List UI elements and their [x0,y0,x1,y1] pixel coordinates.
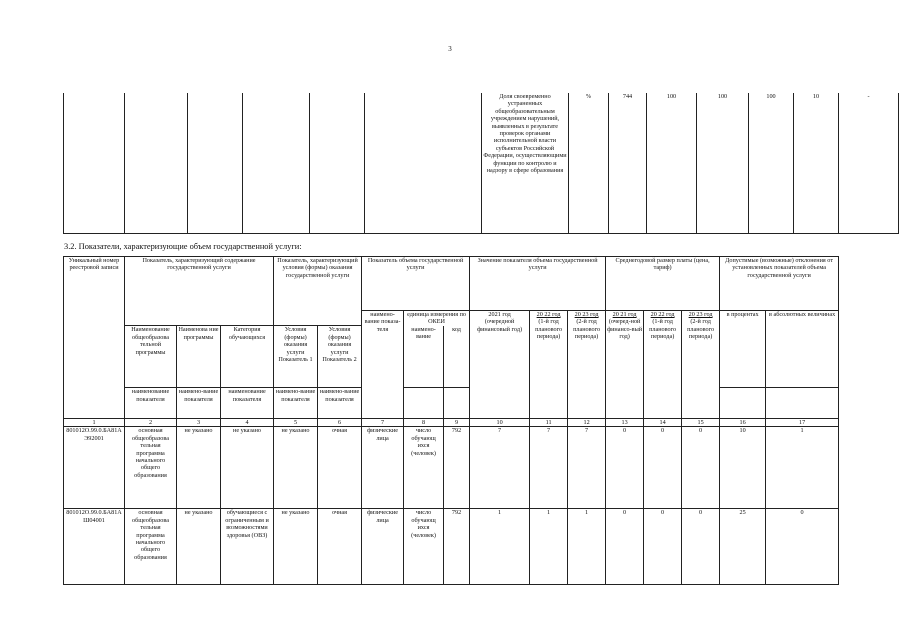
header-volume: Показатель объема государственной услуги [362,257,470,311]
registry-code: 801012О.99.0.БА81АЭ92001 [64,427,125,509]
header-indicator-name-4: наимено-вание показателя [274,388,318,419]
value-2023: 1 [568,509,606,585]
quality-unit: % [569,93,609,233]
fee-2023: 0 [682,509,720,585]
okei-code: 792 [444,509,470,585]
column-number: 3 [177,419,221,427]
header-indicator-name-5: наимено-вание показателя [318,388,362,419]
deviation-percent: 10 [720,427,766,509]
table-row [64,509,839,585]
header-volume-name: наимено-вание показа-теля [362,311,404,419]
header-deviation-percent: в процентах [720,311,766,388]
unit-name: число обучающ ихся (человек) [404,427,444,509]
header-programs: Наименова ние программы [177,326,221,388]
programs-value: не указано [177,427,221,509]
quality-value-2023: 100 [749,93,794,233]
column-number: 16 [720,419,766,427]
header-fee-2021: 20 21 год (очеред-ной финансо-вый год) [606,311,644,388]
header-fee: Среднегодовой размер платы (цена, тариф) [606,257,720,311]
header-indicator-name-1: наименование показателя [125,388,177,419]
condition-1-value: не указано [274,509,318,585]
column-number: 9 [444,419,470,427]
fee-2022: 0 [644,509,682,585]
fee-2022: 0 [644,427,682,509]
header-condition-2: Условия (формы) оказания услуги Показатель 2 [318,326,362,388]
program-name: основная общеобразова тельная программа начального общего образования [125,427,177,509]
volume-table [63,256,839,585]
column-number: 10 [470,419,530,427]
deviation-percent: 25 [720,509,766,585]
fee-2021: 0 [606,427,644,509]
header-row-1 [64,257,839,311]
value-2022: 7 [530,427,568,509]
volume-indicator-name: физические лица [362,509,404,585]
header-unit-name: наимено-вание [404,326,444,388]
column-number: 5 [274,419,318,427]
header-content: Показатель, характеризующий содержание государственной услуги [125,257,274,326]
column-number: 4 [221,419,274,427]
programs-value: не указано [177,509,221,585]
quality-row [64,93,899,233]
program-name: основная общеобразова тельная программа начального общего образования [125,509,177,585]
header-indicator-name-3: наименование показателя [221,388,274,419]
column-number: 1 [64,419,125,427]
header-condition-1: Условия (формы) оказания услуги Показатель 1 [274,326,318,388]
header-value: Значение показателя объема государственной услуги [470,257,606,311]
column-number: 11 [530,419,568,427]
quality-indicator-name: Доля своевременно устраненных общеобразовательным учреждением нарушений, выявленных в результате проверок органами исполнительной власти субъектов Российской Федерации, осуществляющими функции по контролю и надзору в сфере образования [482,93,569,233]
column-number: 15 [682,419,720,427]
value-2021: 1 [470,509,530,585]
column-number: 8 [404,419,444,427]
deviation-absolute: 1 [766,427,839,509]
condition-2-value: очная [318,427,362,509]
page-number: 3 [448,45,452,53]
header-year-2021: 2021 год (очередной финансовый год) [470,311,530,388]
condition-2-value: очная [318,509,362,585]
deviation-absolute: 0 [766,509,839,585]
header-deviation: Допустимые (возможные) отклонения от установленных показателей объема государственной услуги [720,257,839,311]
column-number: 2 [125,419,177,427]
quality-value-2022: 100 [697,93,749,233]
header-unit: единица измерения по ОКЕИ [404,311,470,326]
column-number: 13 [606,419,644,427]
header-unit-code: код [444,326,470,388]
column-number: 12 [568,419,606,427]
column-number: 7 [362,419,404,427]
header-conditions: Показатель, характеризующий условия (формы) оказания государственной услуги [274,257,362,326]
fee-2023: 0 [682,427,720,509]
header-fee-2022: 20 22 год (1-й год планового периода) [644,311,682,388]
header-indicator-name-2: наимено-вание показателя [177,388,221,419]
previous-quality-table [63,93,899,234]
table-row [64,427,839,509]
value-2022: 1 [530,509,568,585]
column-number: 14 [644,419,682,427]
header-unique-number: Уникальный номер реестровой записи [64,257,125,419]
header-program: Наименование общеобразова тельной программы [125,326,177,388]
quality-deviation-percent: 10 [794,93,839,233]
header-category: Категория обучающихся [221,326,274,388]
quality-deviation-absolute: - [839,93,899,233]
column-number: 17 [766,419,839,427]
header-row-3 [64,388,839,419]
header-year-2022: 20 22 год (1-й год планового периода) [530,311,568,388]
condition-1-value: не указано [274,427,318,509]
column-numbers-row [64,419,839,427]
category-value: не указано [221,427,274,509]
column-number: 6 [318,419,362,427]
unit-name: число обучающ ихся (человек) [404,509,444,585]
section-title: 3.2. Показатели, характеризующие объем государственной услуги: [64,242,302,251]
quality-value-2021: 100 [647,93,697,233]
quality-okei: 744 [609,93,647,233]
okei-code: 792 [444,427,470,509]
header-year-2023: 20 23 год (2-й год планового периода) [568,311,606,388]
registry-code: 801012О.99.0.БА81АШ04001 [64,509,125,585]
value-2021: 7 [470,427,530,509]
header-deviation-absolute: в абсолютных величинах [766,311,839,388]
category-value: обучающиеся с ограниченным и возможностями здоровья (ОВЗ) [221,509,274,585]
header-fee-2023: 20 23 год (2-й год планового периода) [682,311,720,388]
value-2023: 7 [568,427,606,509]
fee-2021: 0 [606,509,644,585]
volume-indicator-name: физические лица [362,427,404,509]
